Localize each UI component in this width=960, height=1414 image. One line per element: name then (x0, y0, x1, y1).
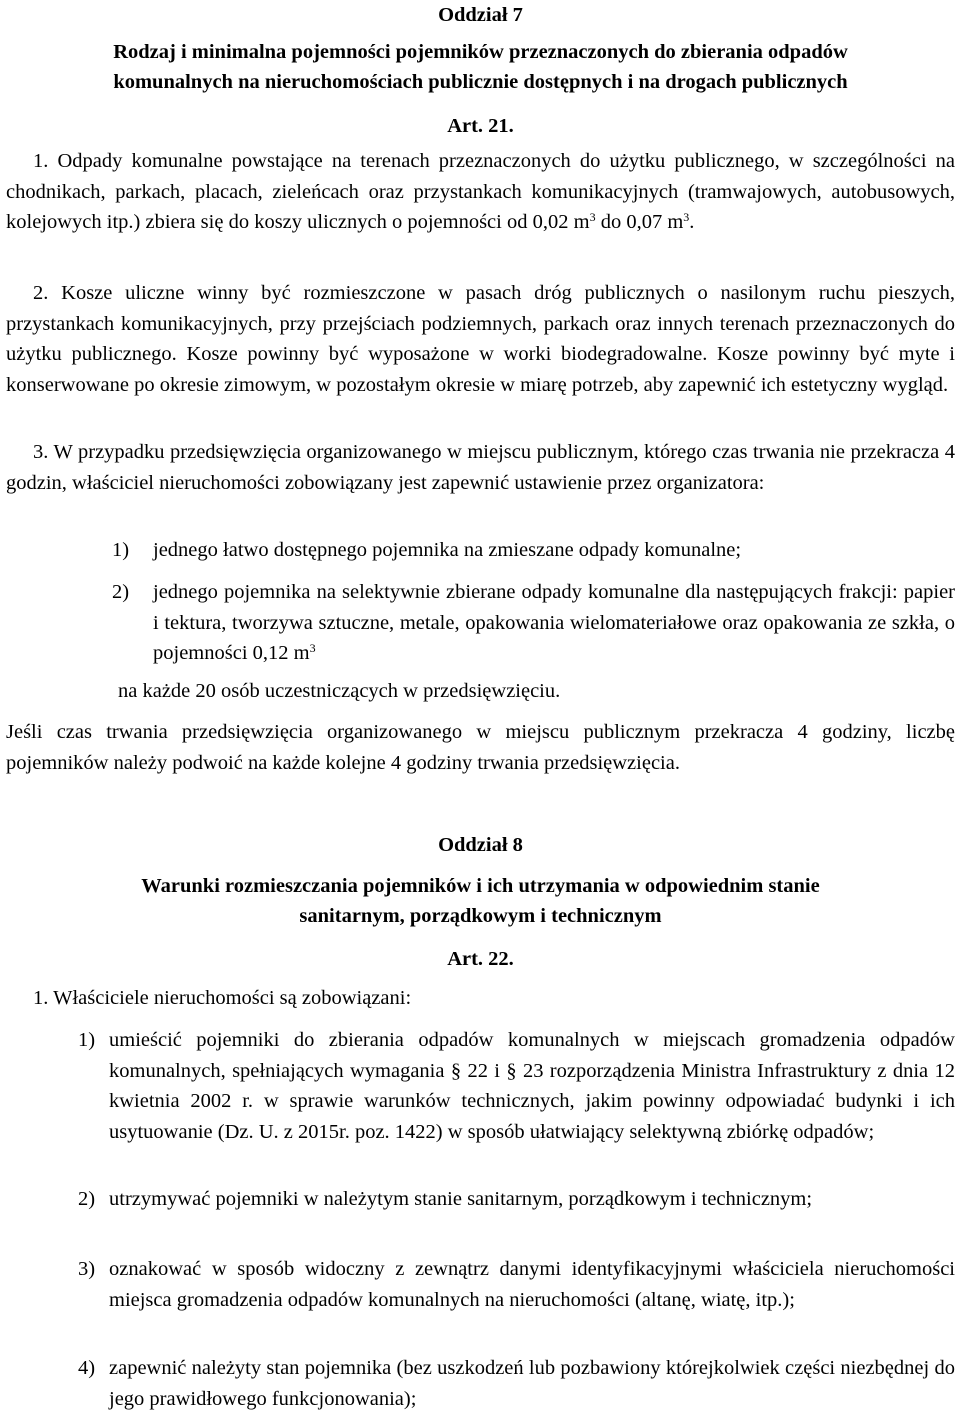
art22-list-item (78, 1184, 955, 1215)
art21-paragraph-1 (6, 146, 955, 238)
list-item-number: 1) (78, 1029, 96, 1051)
list-item-number: 4) (78, 1357, 96, 1379)
article-21-heading: Art. 21. (447, 115, 514, 137)
list-item-number: 2) (78, 1188, 96, 1210)
list-item-text: oznakować w sposób widoczny z zewnątrz danymi identyfikacyjnymi właściciela nieruchomości miejsca gromadzenia odpadów komunalnych na nieruchomości (altanę, wiatę, itp.); (109, 1258, 955, 1311)
art21-p1-sup-1: 3 (589, 210, 596, 224)
division-7-title-line-2: komunalnych na nieruchomościach publicznie dostępnych i na drogach publicznych (113, 71, 848, 93)
list-item-number: 3) (78, 1258, 96, 1280)
list-item-text: jednego łatwo dostępnego pojemnika na zmieszane odpady komunalne; (153, 539, 742, 561)
art21-paragraph-4: Jeśli czas trwania przedsięwzięcia organizowanego w miejscu publicznym przekracza 4 godziny, liczbę pojemników należy podwoić na każde kolejne 4 godziny trwania przedsięwzięcia. (6, 721, 955, 774)
list-item-text: umieścić pojemniki do zbierania odpadów komunalnych w miejscach gromadzenia odpadów komunalnych, spełniających wymagania § 22 i § 23 rozporządzenia Ministra Infrastruktury z dnia 12 kwietnia 2002 r. w sprawie warunków technicznych, jakim powinny odpowiadać budynki i ich usytuowanie (Dz. U. z 2015r. poz. 1422) w sposób ułatwiający selektywną zbiórkę odpadów; (109, 1029, 955, 1143)
art21-p3-after-text: na każde 20 osób uczestniczących w przedsięwzięciu. (118, 680, 561, 702)
art21-p1-sup-2: 3 (683, 210, 690, 224)
art21-p1-text: 1. Odpady komunalne powstające na terenach przeznaczonych do użytku publicznego, w szczególności na chodnikach, parkach, placach, zieleńcach oraz przystankach komunikacyjnych (tramwajowych, autobusowych, kolejowych itp.) zbiera się do koszy ulicznych o pojemności od 0,02 m (6, 150, 955, 233)
article-22-heading: Art. 22. (447, 948, 514, 970)
art22-list-item (78, 1025, 955, 1147)
division-8-title-line-2: sanitarnym, porządkowym i technicznym (299, 905, 662, 927)
art21-p1-mid: do 0,07 m (595, 211, 684, 233)
list-item-sup: 3 (309, 641, 316, 655)
list-item-text: zapewnić należyty stan pojemnika (bez uszkodzeń lub pozbawiony którejkolwiek części niezbędnej do jego prawidłowego funkcjonowania); (109, 1357, 955, 1410)
art21-p3-list-item (112, 535, 955, 566)
list-item-number: 2) (112, 581, 130, 603)
art21-paragraph-2: 2. Kosze uliczne winny być rozmieszczone w pasach dróg publicznych o nasilonym ruchu pieszych, przystankach komunikacyjnych, przy przejściach podziemnych, parkach oraz innych terenach przeznaczonych do użytku publicznego. Kosze powinny być wyposażone w worki biodegradowalne. Kosze powinny być myte i konserwowane po okresie zimowym, w pozostałym okresie w miarę potrzeb, aby zapewnić ich estetyczny wygląd. (6, 282, 955, 396)
division-7-title-line-1: Rodzaj i minimalna pojemności pojemników przeznaczonych do zbierania odpadów (113, 41, 848, 63)
art22-list-item (78, 1353, 955, 1414)
division-7-heading: Oddział 7 (438, 4, 523, 26)
list-item-text (153, 577, 955, 669)
art21-p3-list-item (112, 577, 955, 669)
division-8-heading: Oddział 8 (438, 834, 523, 856)
art21-paragraph-3: 3. W przypadku przedsięwzięcia organizowanego w miejscu publicznym, którego czas trwania nie przekracza 4 godzin, właściciel nieruchomości zobowiązany jest zapewnić ustawienie przez organizatora: (6, 441, 955, 494)
art21-p1-end: . (689, 211, 695, 233)
art22-paragraph-1: 1. Właściciele nieruchomości są zobowiązani: (33, 987, 412, 1009)
list-item-text: utrzymywać pojemniki w należytym stanie sanitarnym, porządkowym i technicznym; (109, 1188, 813, 1210)
list-item-number: 1) (112, 539, 130, 561)
division-8-title-line-1: Warunki rozmieszczania pojemników i ich utrzymania w odpowiednim stanie (141, 875, 820, 897)
art22-list-item (78, 1254, 955, 1315)
list-item-text-body: jednego pojemnika na selektywnie zbierane odpady komunalne dla następujących frakcji: papier i tektura, tworzywa sztuczne, metale, opakowania wielomateriałowe oraz opakowania ze szkła, o pojemności 0,12 m (153, 581, 955, 664)
